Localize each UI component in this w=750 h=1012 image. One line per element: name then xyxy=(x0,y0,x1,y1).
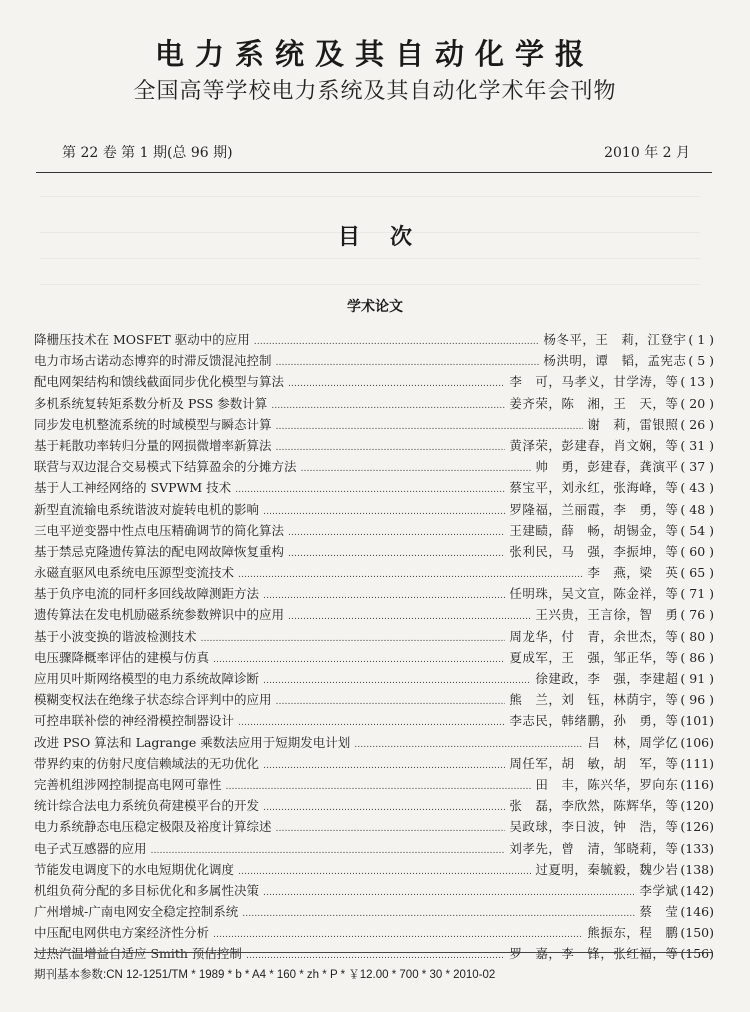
entry-authors: 杨冬平，王 莉，江登宇 xyxy=(543,332,687,347)
entry-title: 改进 PSO 算法和 Lagrange 乘数法应用于短期发电计划 xyxy=(34,734,351,750)
entry-page: ( 71 ) xyxy=(680,586,714,602)
toc-entry[interactable] xyxy=(34,478,714,499)
entry-title: 降栅压技术在 MOSFET 驱动中的应用 xyxy=(34,332,250,347)
dot-leader xyxy=(235,485,505,495)
journal-subtitle: 全国高等学校电力系统及其自动化学术年会刊物 xyxy=(133,79,617,104)
entry-title: 统计综合法电力系统负荷建模平台的开发 xyxy=(34,798,260,814)
entry-title: 基于禁忌克隆遗传算法的配电网故障恢复重构 xyxy=(34,543,285,559)
issue-date: 2010 年 2 月 xyxy=(604,145,690,161)
dot-leader xyxy=(263,676,531,686)
header-rule xyxy=(36,172,712,173)
toc-entry[interactable] xyxy=(34,351,714,372)
entry-title: 基于小波变换的谐波检测技术 xyxy=(34,628,197,644)
entry-authors: 王兴贵，王言徐，智 勇 xyxy=(535,607,679,623)
toc-entry[interactable] xyxy=(34,669,714,690)
toc-entry[interactable] xyxy=(34,457,714,478)
entry-page: ( 65 ) xyxy=(680,565,714,581)
entry-authors: 李志民，韩绪鹏，孙 勇，等 xyxy=(509,713,679,729)
dot-leader xyxy=(263,507,505,517)
dot-leader xyxy=(276,443,506,453)
entry-page: ( 96 ) xyxy=(680,692,714,708)
journal-parameters: 期刊基本参数:CN 12-1251/TM * 1989 * b * A4 * 160 * zh * P * ￥12.00 * 700 * 30 * 2010-02 xyxy=(34,969,496,981)
toc-entry[interactable] xyxy=(34,542,714,563)
entry-title: 永磁直驱风电系统电压源型变流技术 xyxy=(34,565,235,581)
toc-entry[interactable] xyxy=(34,584,714,605)
bleed-through-line xyxy=(40,284,700,285)
section-heading: 学术论文 xyxy=(347,299,403,315)
toc-entry[interactable] xyxy=(34,648,714,669)
dot-leader xyxy=(263,761,505,771)
toc-entry[interactable] xyxy=(34,860,714,881)
entry-authors: 过夏明，秦毓毅，魏少岩 xyxy=(535,861,679,877)
toc-entry[interactable] xyxy=(34,500,714,521)
entry-authors: 蔡 莹 xyxy=(639,904,679,920)
entry-page: (133) xyxy=(680,840,714,856)
toc-entry[interactable] xyxy=(34,690,714,711)
dot-leader xyxy=(271,401,505,411)
entry-authors: 周任军，胡 敏，胡 军，等 xyxy=(509,755,679,771)
entry-title: 广州增城-广南电网安全稳定控制系统 xyxy=(34,904,239,920)
entry-title: 多机系统复转矩系数分析及 PSS 参数计算 xyxy=(34,395,268,411)
toc-entry[interactable] xyxy=(34,372,714,393)
toc-entry[interactable] xyxy=(34,711,714,732)
entry-page: ( 26 ) xyxy=(680,416,714,432)
toc-entry[interactable] xyxy=(34,902,714,923)
entry-page: ( 76 ) xyxy=(680,607,714,623)
entry-page: ( 54 ) xyxy=(680,522,714,538)
dot-leader xyxy=(263,888,635,898)
entry-page: ( 80 ) xyxy=(680,628,714,644)
entry-page: ( 1 ) xyxy=(688,332,714,347)
entry-authors: 刘孝先，曾 清，邹晓莉，等 xyxy=(509,840,679,856)
bleed-through-line xyxy=(40,258,700,259)
entry-title: 可控串联补偿的神经滑模控制器设计 xyxy=(34,713,235,729)
toc-entry[interactable] xyxy=(34,881,714,902)
entry-title: 节能发电调度下的水电短期优化调度 xyxy=(34,861,235,877)
entry-authors: 张利民，马 强，李振坤，等 xyxy=(509,543,679,559)
entry-authors: 张 磊，李欣然，陈辉华，等 xyxy=(509,798,679,814)
toc-list xyxy=(34,330,714,966)
entry-title: 电子式互感器的应用 xyxy=(34,840,147,856)
dot-leader xyxy=(288,379,505,389)
entry-page: (142) xyxy=(680,882,714,898)
dot-leader xyxy=(254,337,540,347)
toc-entry[interactable] xyxy=(34,817,714,838)
dot-leader xyxy=(213,930,583,940)
entry-page: ( 5 ) xyxy=(688,353,714,369)
entry-page: (150) xyxy=(680,925,714,941)
entry-page: (146) xyxy=(680,904,714,920)
footer-rule xyxy=(34,952,712,953)
entry-page: (106) xyxy=(680,734,714,750)
dot-leader xyxy=(276,422,584,432)
toc-entry[interactable] xyxy=(34,754,714,775)
dot-leader xyxy=(238,718,505,728)
entry-title: 电力市场古诺动态博弈的时滞反馈混沌控制 xyxy=(34,353,272,369)
entry-authors: 姜齐荣，陈 湘，王 天，等 xyxy=(509,395,679,411)
entry-authors: 罗隆福，兰丽霞，李 勇，等 xyxy=(509,501,679,517)
dot-leader xyxy=(276,697,506,707)
dot-leader xyxy=(242,909,635,919)
toc-entry[interactable] xyxy=(34,605,714,626)
entry-title: 遗传算法在发电机励磁系统参数辨识中的应用 xyxy=(34,607,285,623)
entry-page: (111) xyxy=(680,755,714,771)
toc-entry[interactable] xyxy=(34,775,714,796)
entry-page: ( 31 ) xyxy=(680,437,714,453)
entry-authors: 田 丰，陈兴华，罗向东 xyxy=(535,776,679,792)
entry-page: (120) xyxy=(680,798,714,814)
toc-entry[interactable] xyxy=(34,394,714,415)
entry-authors: 吴政球，李日波，钟 浩，等 xyxy=(509,819,679,835)
entry-title: 配电网架结构和馈线截面同步优化模型与算法 xyxy=(34,374,285,390)
entry-page: (116) xyxy=(680,776,714,792)
toc-entry[interactable] xyxy=(34,923,714,944)
toc-entry[interactable] xyxy=(34,521,714,542)
entry-authors: 帅 勇，彭建春，龚演平 xyxy=(535,459,679,475)
entry-title: 基于人工神经网络的 SVPWM 技术 xyxy=(34,480,232,496)
toc-entry[interactable] xyxy=(34,796,714,817)
entry-title: 机组负荷分配的多目标优化和多属性决策 xyxy=(34,882,260,898)
entry-authors: 李 燕，梁 英 xyxy=(587,565,679,581)
dot-leader xyxy=(263,803,505,813)
entry-title: 电力系统静态电压稳定极限及裕度计算综述 xyxy=(34,819,272,835)
entry-title: 完善机组涉网控制提高电网可靠性 xyxy=(34,776,222,792)
entry-authors: 蔡宝平，刘永红，张海峰，等 xyxy=(509,480,679,496)
toc-entry[interactable] xyxy=(34,330,714,351)
entry-authors: 李 可，马孝义，甘学涛，等 xyxy=(509,374,679,390)
dot-leader xyxy=(288,528,505,538)
toc-entry[interactable] xyxy=(34,436,714,457)
entry-authors: 黄泽荣，彭建春，肖文娴，等 xyxy=(509,437,679,453)
entry-page: ( 91 ) xyxy=(680,671,714,686)
entry-title: 中压配电网供电方案经济性分析 xyxy=(34,925,210,941)
entry-title: 新型直流输电系统谐波对旋转电机的影响 xyxy=(34,501,260,517)
entry-authors: 王建赜，薛 畅，胡锡金，等 xyxy=(509,522,679,538)
entry-title: 基于耗散功率转归分量的网损微增率新算法 xyxy=(34,437,272,453)
bleed-through-line xyxy=(40,196,700,197)
entry-authors: 吕 林，周学亿 xyxy=(587,734,679,750)
entry-authors: 罗 嘉，李 锋，张红福，等 xyxy=(509,946,679,962)
dot-leader xyxy=(288,549,505,559)
journal-title: 电力系统及其自动化学报 xyxy=(154,37,595,71)
entry-title: 三电平逆变器中性点电压精确调节的简化算法 xyxy=(34,522,285,538)
toc-entry[interactable] xyxy=(34,563,714,584)
entry-title: 过热汽温增益自适应 Smith 预估控制 xyxy=(34,946,242,962)
entry-title: 模糊变权法在绝缘子状态综合评判中的应用 xyxy=(34,692,272,708)
dot-leader xyxy=(226,782,532,792)
dot-leader xyxy=(151,846,506,856)
dot-leader xyxy=(263,591,505,601)
entry-authors: 李学斌 xyxy=(639,882,679,898)
entry-title: 基于负序电流的同杆多回线故障测距方法 xyxy=(34,586,260,602)
entry-title: 联营与双边混合交易模式下结算盈余的分摊方法 xyxy=(34,459,297,475)
entry-page: (126) xyxy=(680,819,714,835)
dot-leader xyxy=(201,634,506,644)
entry-page: ( 37 ) xyxy=(680,459,714,475)
entry-page: ( 60 ) xyxy=(680,543,714,559)
entry-authors: 夏成军，王 强，邹正华，等 xyxy=(509,649,679,665)
dot-leader xyxy=(238,867,531,877)
entry-page: ( 86 ) xyxy=(680,649,714,665)
entry-page: ( 20 ) xyxy=(680,395,714,411)
entry-title: 电压骤降概率评估的建模与仿真 xyxy=(34,649,210,665)
entry-authors: 熊振东，程 鹏 xyxy=(587,925,679,941)
dot-leader xyxy=(276,824,506,834)
entry-authors: 任明珠，吴文宣，陈金祥，等 xyxy=(509,586,679,602)
dot-leader xyxy=(301,464,532,474)
issue-line xyxy=(62,142,690,162)
toc-entry[interactable] xyxy=(34,733,714,754)
entry-page: (101) xyxy=(680,713,714,729)
entry-title: 应用贝叶斯网络模型的电力系统故障诊断 xyxy=(34,671,260,686)
toc-entry[interactable] xyxy=(34,839,714,860)
entry-authors: 周龙华，付 青，余世杰，等 xyxy=(509,628,679,644)
entry-authors: 谢 莉，雷银照 xyxy=(587,416,679,432)
entry-authors: 熊 兰，刘 钰，林荫宇，等 xyxy=(509,692,679,708)
toc-entry[interactable] xyxy=(34,627,714,648)
entry-authors: 杨洪明，谭 韬，孟宪志 xyxy=(543,353,687,369)
entry-page: (138) xyxy=(680,861,714,877)
entry-title: 带界约束的仿射尺度信赖域法的无功优化 xyxy=(34,755,260,771)
dot-leader xyxy=(213,655,505,665)
toc-entry[interactable] xyxy=(34,944,714,965)
entry-title: 同步发电机整流系统的时域模型与瞬态计算 xyxy=(34,416,272,432)
dot-leader xyxy=(238,570,583,580)
entry-page: (156) xyxy=(680,946,714,962)
dot-leader xyxy=(276,358,540,368)
issue-number: 第 22 卷 第 1 期(总 96 期) xyxy=(62,145,233,161)
entry-page: ( 48 ) xyxy=(680,501,714,517)
toc-entry[interactable] xyxy=(34,415,714,436)
entry-page: ( 43 ) xyxy=(680,480,714,496)
toc-heading: 目次 xyxy=(337,224,442,250)
dot-leader xyxy=(288,612,531,622)
entry-authors: 徐建政，李 强，李建超 xyxy=(535,671,679,686)
dot-leader xyxy=(354,740,583,750)
entry-page: ( 13 ) xyxy=(680,374,714,390)
